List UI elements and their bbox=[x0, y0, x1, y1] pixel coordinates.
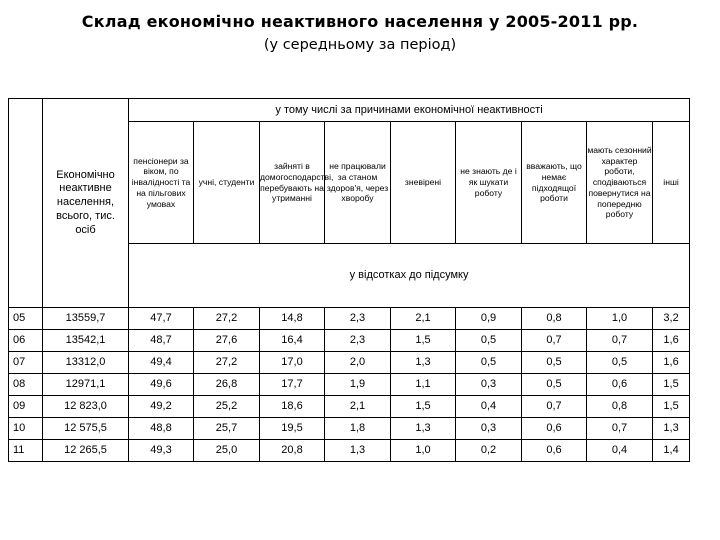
value-cell: 1,3 bbox=[653, 418, 690, 440]
value-cell: 20,8 bbox=[260, 440, 325, 462]
value-cell: 0,2 bbox=[456, 440, 522, 462]
total-cell: 12 575,5 bbox=[43, 418, 129, 440]
year-cell: 06 bbox=[9, 330, 43, 352]
value-cell: 49,6 bbox=[129, 374, 194, 396]
value-cell: 1,0 bbox=[587, 308, 653, 330]
value-cell: 1,8 bbox=[325, 418, 391, 440]
year-cell: 10 bbox=[9, 418, 43, 440]
value-cell: 1,4 bbox=[653, 440, 690, 462]
year-cell: 09 bbox=[9, 396, 43, 418]
value-cell: 0,6 bbox=[522, 440, 587, 462]
reason-header: не знають де і як шукати роботу bbox=[456, 122, 522, 244]
value-cell: 47,7 bbox=[129, 308, 194, 330]
total-cell: 12971,1 bbox=[43, 374, 129, 396]
value-cell: 0,5 bbox=[522, 352, 587, 374]
table-row bbox=[9, 374, 690, 396]
value-cell: 25,7 bbox=[194, 418, 260, 440]
value-cell: 0,3 bbox=[456, 374, 522, 396]
value-cell: 19,5 bbox=[260, 418, 325, 440]
total-column-header: Економічно неактивне населення, всього, тис. осіб bbox=[43, 99, 129, 308]
year-cell: 07 bbox=[9, 352, 43, 374]
value-cell: 14,8 bbox=[260, 308, 325, 330]
value-cell: 25,2 bbox=[194, 396, 260, 418]
table-row bbox=[9, 308, 690, 330]
total-cell: 12 265,5 bbox=[43, 440, 129, 462]
table-body bbox=[9, 308, 690, 462]
table-row bbox=[9, 418, 690, 440]
table-row bbox=[9, 396, 690, 418]
value-cell: 2,1 bbox=[391, 308, 456, 330]
year-column-header bbox=[9, 99, 43, 308]
year-cell: 11 bbox=[9, 440, 43, 462]
table-row bbox=[9, 352, 690, 374]
value-cell: 0,5 bbox=[587, 352, 653, 374]
population-table bbox=[8, 98, 690, 462]
value-cell: 0,3 bbox=[456, 418, 522, 440]
value-cell: 27,2 bbox=[194, 352, 260, 374]
value-cell: 2,3 bbox=[325, 308, 391, 330]
unit-label: у відсотках до підсумку bbox=[129, 244, 690, 308]
value-cell: 17,7 bbox=[260, 374, 325, 396]
value-cell: 27,2 bbox=[194, 308, 260, 330]
value-cell: 1,5 bbox=[653, 374, 690, 396]
page-subtitle: (у середньому за період) bbox=[263, 37, 457, 53]
value-cell: 17,0 bbox=[260, 352, 325, 374]
reason-header: вважають, що немає підходящої роботи bbox=[522, 122, 587, 244]
value-cell: 48,8 bbox=[129, 418, 194, 440]
year-cell: 05 bbox=[9, 308, 43, 330]
value-cell: 49,4 bbox=[129, 352, 194, 374]
value-cell: 18,6 bbox=[260, 396, 325, 418]
value-cell: 48,7 bbox=[129, 330, 194, 352]
value-cell: 1,0 bbox=[391, 440, 456, 462]
year-cell: 08 bbox=[9, 374, 43, 396]
value-cell: 1,3 bbox=[391, 418, 456, 440]
value-cell: 1,9 bbox=[325, 374, 391, 396]
page-title: Склад економічно неактивного населення у 2005-2011 рр. bbox=[81, 12, 639, 31]
table-row bbox=[9, 440, 690, 462]
total-cell: 13542,1 bbox=[43, 330, 129, 352]
value-cell: 1,3 bbox=[391, 352, 456, 374]
value-cell: 26,8 bbox=[194, 374, 260, 396]
value-cell: 0,4 bbox=[587, 440, 653, 462]
header-row-groups bbox=[9, 99, 690, 122]
value-cell: 0,5 bbox=[456, 330, 522, 352]
value-cell: 0,8 bbox=[522, 308, 587, 330]
reason-header: пенсіонери за віком, по інвалідності та на пільгових умовах bbox=[129, 122, 194, 244]
value-cell: 2,3 bbox=[325, 330, 391, 352]
value-cell: 2,0 bbox=[325, 352, 391, 374]
value-cell: 0,7 bbox=[587, 330, 653, 352]
value-cell: 27,6 bbox=[194, 330, 260, 352]
reason-header: не працювали за станом здоров'я, через хворобу bbox=[325, 122, 391, 244]
value-cell: 16,4 bbox=[260, 330, 325, 352]
value-cell: 0,5 bbox=[522, 374, 587, 396]
value-cell: 1,3 bbox=[325, 440, 391, 462]
reason-header: зайняті в домогосподарстві, перебувають на утриманні bbox=[260, 122, 325, 244]
value-cell: 1,6 bbox=[653, 330, 690, 352]
reason-header: інші bbox=[653, 122, 690, 244]
value-cell: 25,0 bbox=[194, 440, 260, 462]
value-cell: 49,2 bbox=[129, 396, 194, 418]
value-cell: 2,1 bbox=[325, 396, 391, 418]
value-cell: 0,6 bbox=[587, 374, 653, 396]
total-cell: 13559,7 bbox=[43, 308, 129, 330]
value-cell: 1,1 bbox=[391, 374, 456, 396]
value-cell: 0,7 bbox=[522, 396, 587, 418]
reason-header: зневірені bbox=[391, 122, 456, 244]
value-cell: 0,5 bbox=[456, 352, 522, 374]
value-cell: 49,3 bbox=[129, 440, 194, 462]
value-cell: 3,2 bbox=[653, 308, 690, 330]
value-cell: 0,7 bbox=[522, 330, 587, 352]
reasons-group-header: у тому числі за причинами економічної неактивності bbox=[129, 99, 690, 122]
value-cell: 0,6 bbox=[522, 418, 587, 440]
value-cell: 0,9 bbox=[456, 308, 522, 330]
value-cell: 1,5 bbox=[653, 396, 690, 418]
value-cell: 0,8 bbox=[587, 396, 653, 418]
table-row bbox=[9, 330, 690, 352]
total-cell: 12 823,0 bbox=[43, 396, 129, 418]
value-cell: 1,6 bbox=[653, 352, 690, 374]
reason-header: учні, студенти bbox=[194, 122, 260, 244]
value-cell: 1,5 bbox=[391, 330, 456, 352]
value-cell: 1,5 bbox=[391, 396, 456, 418]
reason-header: мають сезонний характер роботи, сподіваються повернутися на попередню роботу bbox=[587, 122, 653, 244]
value-cell: 0,4 bbox=[456, 396, 522, 418]
value-cell: 0,7 bbox=[587, 418, 653, 440]
total-cell: 13312,0 bbox=[43, 352, 129, 374]
